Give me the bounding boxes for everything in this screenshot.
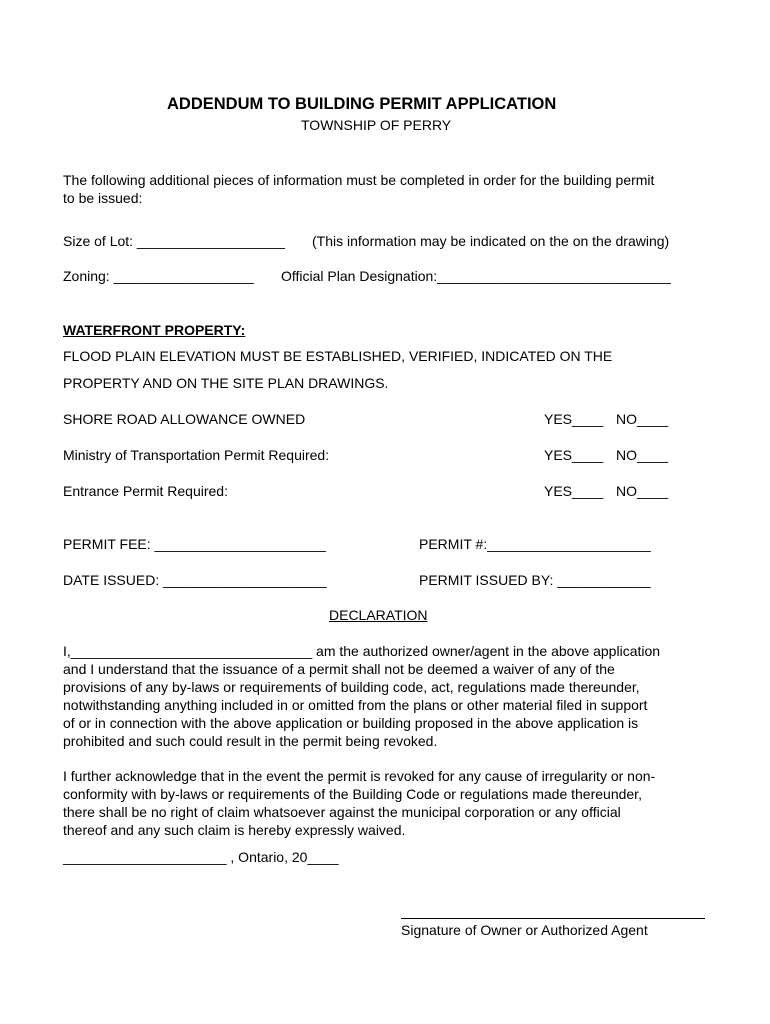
- entrance-permit-yes[interactable]: YES____: [544, 483, 604, 499]
- permit-fee-field[interactable]: PERMIT FEE: ______________________: [63, 536, 326, 552]
- waterfront-heading: WATERFRONT PROPERTY:: [63, 322, 246, 338]
- signature-label: Signature of Owner or Authorized Agent: [401, 922, 648, 938]
- ontario-date-line[interactable]: _____________________ , Ontario, 20____: [63, 849, 339, 865]
- lot-size-field[interactable]: Size of Lot: ___________________: [63, 233, 285, 249]
- acknowledge-line-2: conformity with by-laws or requirements of the Building Code or regulations made thereunder,: [63, 786, 642, 802]
- permit-number-field[interactable]: PERMIT #:_____________________: [419, 536, 651, 552]
- mto-permit-no[interactable]: NO____: [616, 447, 669, 463]
- declaration-line-6: prohibited and such could result in the permit being revoked.: [63, 733, 438, 749]
- shore-road-yes[interactable]: YES____: [544, 411, 604, 427]
- declaration-line-4: notwithstanding anything included in or omitted from the plans or other material filed in support: [63, 697, 648, 713]
- flood-plain-line-1: FLOOD PLAIN ELEVATION MUST BE ESTABLISHED, VERIFIED, INDICATED ON THE: [63, 348, 613, 364]
- mto-permit-label: Ministry of Transportation Permit Required:: [63, 447, 330, 463]
- page-title: ADDENDUM TO BUILDING PERMIT APPLICATION: [167, 95, 557, 113]
- signature-line[interactable]: [401, 918, 705, 919]
- acknowledge-line-4: thereof and any such claim is hereby expressly waived.: [63, 822, 406, 838]
- permit-issued-by-field[interactable]: PERMIT ISSUED BY: ____________: [419, 572, 651, 588]
- date-issued-field[interactable]: DATE ISSUED: _____________________: [63, 572, 327, 588]
- intro-line-2: to be issued:: [63, 190, 143, 206]
- shore-road-no[interactable]: NO____: [616, 411, 669, 427]
- flood-plain-line-2: PROPERTY AND ON THE SITE PLAN DRAWINGS.: [63, 375, 389, 391]
- acknowledge-line-3: there shall be no right of claim whatsoever against the municipal corporation or any official: [63, 804, 621, 820]
- declaration-line-1[interactable]: I,_______________________________ am the authorized owner/agent in the above application: [63, 643, 661, 659]
- lot-size-note: (This information may be indicated on the on the drawing): [312, 233, 670, 249]
- declaration-line-2: and I understand that the issuance of a permit shall not be deemed a waiver of any of the: [63, 661, 615, 677]
- declaration-line-3: provisions of any by-laws or requirements of building code, act, regulations made thereunder,: [63, 679, 640, 695]
- zoning-field[interactable]: Zoning: __________________: [63, 268, 254, 284]
- intro-line-1: The following additional pieces of information must be completed in order for the building permit: [63, 172, 655, 188]
- shore-road-label: SHORE ROAD ALLOWANCE OWNED: [63, 411, 306, 427]
- mto-permit-yes[interactable]: YES____: [544, 447, 604, 463]
- declaration-heading: DECLARATION: [329, 607, 428, 623]
- entrance-permit-no[interactable]: NO____: [616, 483, 669, 499]
- declaration-line-5: of or in connection with the above application or building proposed in the above application is: [63, 715, 639, 731]
- entrance-permit-label: Entrance Permit Required:: [63, 483, 228, 499]
- acknowledge-line-1: I further acknowledge that in the event the permit is revoked for any cause of irregularity or non-: [63, 768, 656, 784]
- page-subtitle: TOWNSHIP OF PERRY: [301, 117, 452, 133]
- official-plan-field[interactable]: Official Plan Designation:______________________________: [281, 268, 671, 284]
